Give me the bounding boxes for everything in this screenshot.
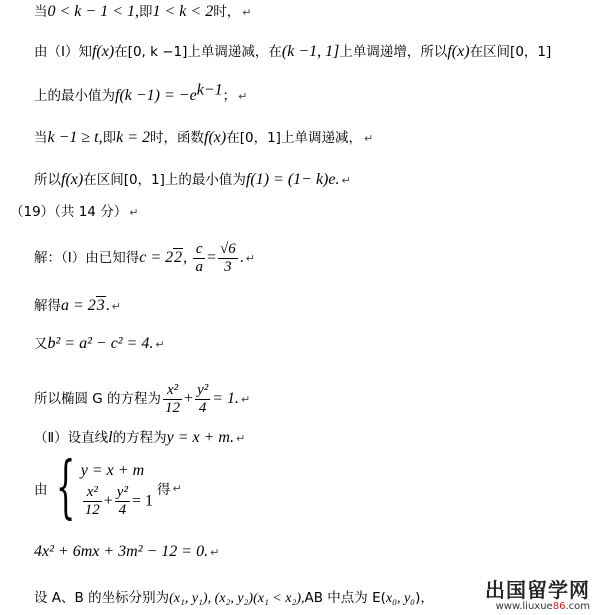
- math: a = 2: [61, 297, 96, 314]
- text: 所以椭圆 G 的方程为: [34, 391, 162, 407]
- math: l: [108, 429, 113, 446]
- paragraph-mark: ↵: [129, 206, 139, 219]
- math: .: [239, 249, 244, 266]
- math: (x₁, y₁), (x₂, y₂)(x₁ < x₂),: [169, 591, 305, 606]
- paragraph-mark: ↵: [111, 300, 122, 313]
- line-case-condition: [34, 2, 251, 23]
- math: f(1) = (1− k)e.: [245, 171, 340, 188]
- text: 在区间[0，1]上的最小值为: [83, 172, 246, 188]
- line-solve-a: [34, 296, 121, 317]
- denominator: 12: [165, 399, 181, 416]
- text: 所以: [34, 172, 61, 188]
- paragraph-mark: ↵: [242, 6, 252, 19]
- text: 的方程为: [112, 430, 167, 446]
- question-label: （19）（共 14 分）: [10, 204, 128, 220]
- watermark-logo: [485, 579, 590, 613]
- math: +: [184, 390, 194, 407]
- text: 当: [34, 4, 48, 20]
- text: 解得: [34, 298, 61, 314]
- numerator: y²: [116, 483, 128, 500]
- logo-url: [485, 601, 590, 613]
- math: y = x + m.: [166, 429, 234, 446]
- math: f(x): [204, 129, 227, 146]
- text: 又: [34, 336, 48, 352]
- numerator: x²: [163, 382, 182, 400]
- paragraph-mark: ↵: [245, 252, 255, 265]
- sqrt-radicand: 3: [96, 297, 105, 314]
- math: f(x): [447, 43, 470, 60]
- text: 在[0, k −1]上单调递减，在: [114, 44, 282, 60]
- math: k = 2: [116, 129, 151, 146]
- system-row: [81, 484, 153, 519]
- denominator: 4: [198, 399, 207, 416]
- math: f(k −1) = −e: [115, 87, 197, 104]
- paragraph-mark: ↵: [341, 174, 351, 187]
- math: ,: [183, 249, 188, 266]
- fraction-x2-over-12: [83, 484, 102, 519]
- system-row: y = x + m: [80, 461, 145, 479]
- text: AB 中点为 E(: [304, 590, 386, 606]
- text: （Ⅱ）设直线: [34, 430, 109, 446]
- fraction-eccentricity: [218, 241, 238, 276]
- denominator: a: [195, 258, 203, 275]
- denominator: 3: [224, 258, 232, 275]
- text: 设 A、B 的坐标分别为: [34, 590, 170, 606]
- line-line-equation: [34, 428, 245, 449]
- text: 当: [34, 130, 48, 146]
- text: 解：（Ⅰ）由已知得: [34, 250, 140, 266]
- text: 在区间[0，1]: [469, 44, 552, 60]
- text: 即: [102, 130, 117, 146]
- sqrt-radicand: 2: [174, 249, 183, 266]
- paragraph-mark: ↵: [235, 432, 246, 445]
- text: 时，: [213, 4, 241, 20]
- numerator: y²: [197, 381, 209, 398]
- math: c = 2: [139, 249, 174, 266]
- paragraph-mark: ↵: [238, 90, 248, 103]
- question-heading: [10, 202, 138, 223]
- line-b-squared: [34, 334, 165, 355]
- line-quadratic: [34, 542, 219, 563]
- text: 得: [156, 482, 171, 498]
- numerator: x²: [83, 484, 102, 502]
- denominator: 4: [118, 501, 127, 518]
- math: x₀, y₀: [385, 591, 416, 606]
- math: k −1 ≥ t,: [47, 129, 103, 146]
- line-ellipse-equation: [34, 377, 250, 422]
- text: 时，函数: [150, 130, 205, 146]
- math: (k −1, 1]: [281, 43, 340, 60]
- denominator: 12: [84, 501, 100, 518]
- numerator: c: [193, 241, 205, 259]
- fraction-y2-over-4: [115, 484, 130, 519]
- text: 86: [552, 601, 566, 612]
- paragraph-mark: ↵: [155, 338, 165, 351]
- math: +: [103, 492, 113, 509]
- math: =: [206, 249, 216, 266]
- line-minimum-conclusion: [34, 170, 351, 191]
- left-brace: {: [55, 448, 75, 527]
- math: f(x): [61, 171, 84, 188]
- text: 上单调递增，所以: [339, 44, 448, 60]
- math: 0 < k − 1 < 1,: [47, 3, 139, 20]
- line-case-two: [34, 128, 373, 149]
- math: b² = a² − c² = 4.: [47, 335, 154, 352]
- paragraph-mark: ↵: [210, 546, 220, 559]
- logo-text: 出国留学网: [485, 578, 590, 602]
- text: .com: [565, 601, 590, 612]
- text: 上的最小值为: [34, 88, 115, 104]
- text: www.liuxue: [495, 601, 553, 612]
- paragraph-mark: ↵: [241, 393, 251, 406]
- equation-system: [34, 448, 182, 527]
- fraction-y2-over-4: [195, 382, 210, 417]
- math: f(x): [91, 43, 115, 60]
- line-monotonicity: [34, 42, 551, 62]
- text: ；: [222, 88, 237, 104]
- line-minimum-value: [34, 81, 248, 107]
- system-rows: [81, 458, 153, 519]
- text: 即: [139, 4, 153, 20]
- math: 4x² + 6mx + 3m² − 12 = 0.: [34, 543, 209, 560]
- text: 由（Ⅰ）知: [34, 44, 92, 60]
- line-given: [34, 236, 255, 281]
- paragraph-mark: ↵: [363, 132, 374, 145]
- math: 1 < k < 2: [152, 3, 214, 20]
- text: )，: [415, 590, 434, 606]
- text: 由: [34, 482, 48, 498]
- fraction-c-over-a: [193, 241, 205, 276]
- math: .: [105, 297, 110, 314]
- exponent: k−1: [196, 81, 223, 99]
- math: = 1: [131, 492, 153, 509]
- paragraph-mark: ↵: [172, 481, 182, 495]
- line-coordinates: [34, 588, 434, 609]
- fraction-x2-over-12: [163, 382, 182, 417]
- numerator: √6: [219, 240, 236, 257]
- math: = 1.: [212, 390, 240, 407]
- text: 在[0，1]上单调递减，: [226, 130, 362, 146]
